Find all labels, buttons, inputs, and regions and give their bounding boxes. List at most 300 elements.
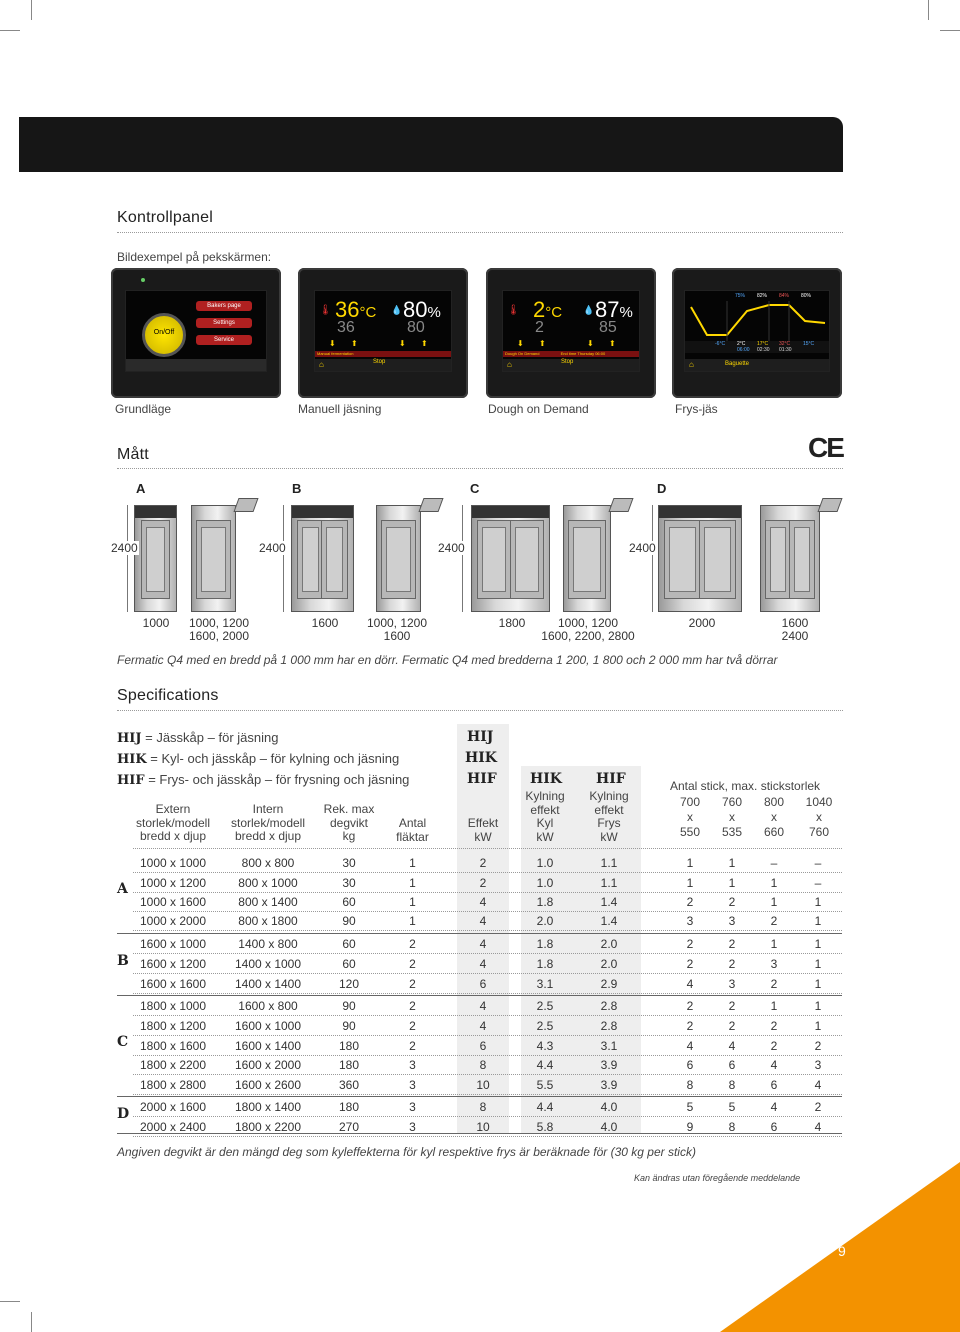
- cell-sticks: 2: [686, 937, 694, 951]
- cell-sticks: –: [814, 876, 822, 890]
- header-line: 800: [763, 795, 785, 809]
- header-weight: [318, 803, 380, 844]
- cell-sticks: 4: [728, 1039, 736, 1053]
- header-line: Effekt: [467, 816, 499, 830]
- header-line: x: [687, 810, 693, 824]
- cell-fr: 2.8: [600, 999, 618, 1013]
- caption-manuell: Manuell jäsning: [298, 402, 382, 416]
- home-icon[interactable]: ⌂: [319, 360, 324, 369]
- depth-line: 1600, 2200, 2800: [541, 629, 635, 643]
- cell-e: 6: [479, 977, 487, 991]
- step-time: 06:00: [737, 347, 750, 353]
- bakers-page-button[interactable]: Bakers page: [196, 301, 252, 311]
- cell-int: 1600 x 1400: [234, 1039, 302, 1053]
- table-row: [117, 1075, 843, 1094]
- humidity-pct: 80%: [801, 293, 812, 299]
- arrow-up-icon[interactable]: ⬆: [421, 339, 428, 348]
- cell-fr: 2.0: [600, 957, 618, 971]
- header-line: storlek/modell: [230, 815, 306, 830]
- header-internal-size: [228, 803, 308, 844]
- cell-int: 800 x 1400: [238, 895, 298, 909]
- arrow-down-icon[interactable]: ⬇: [399, 339, 406, 348]
- divider: [117, 232, 843, 233]
- settings-button[interactable]: Settings: [196, 318, 252, 328]
- cell-fr: 4.0: [600, 1100, 618, 1114]
- cell-int: 1800 x 2200: [234, 1120, 302, 1134]
- cell-int: 1400 x 800: [238, 937, 298, 951]
- step-temp: 15°C: [803, 341, 815, 347]
- cell-k: 4.3: [536, 1039, 554, 1053]
- header-line: Kyl: [536, 816, 554, 830]
- cell-fr: 4.0: [600, 1120, 618, 1134]
- divider: [117, 710, 843, 711]
- header-line: Rek. max: [323, 802, 375, 816]
- crop-mark: [31, 0, 32, 20]
- temp-value: 36: [335, 297, 360, 322]
- header-line: Extern: [155, 802, 191, 816]
- cell-f: 3: [409, 1100, 416, 1114]
- cell-k: 2.0: [536, 914, 554, 928]
- width-label: 1600: [311, 616, 339, 630]
- header-line: 535: [721, 825, 743, 839]
- table-row: [117, 1016, 843, 1035]
- cell-ext: 2000 x 2400: [139, 1120, 207, 1134]
- cell-f: 2: [409, 1019, 416, 1033]
- cell-int: 1600 x 1000: [234, 1019, 302, 1033]
- cell-f: 1: [409, 876, 416, 890]
- cabinet-hood: [817, 498, 842, 512]
- cell-sticks: 6: [686, 1058, 694, 1072]
- group-label-d: D: [657, 481, 667, 496]
- crop-mark: [0, 30, 20, 31]
- cell-k: 3.1: [536, 977, 554, 991]
- code-hik: HIK: [465, 750, 497, 766]
- temperature-curve: [689, 301, 829, 341]
- cell-e: 8: [479, 1100, 487, 1114]
- screen-footer-bar: [126, 359, 266, 371]
- cell-ext: 1000 x 1000: [139, 856, 207, 870]
- header-line: x: [729, 810, 735, 824]
- crop-mark: [940, 30, 960, 31]
- dimension-line: [462, 505, 463, 612]
- cell-ext: 1800 x 2200: [139, 1058, 207, 1072]
- humidity-pct: 84%: [779, 293, 790, 299]
- cell-f: 3: [409, 1120, 416, 1134]
- cell-kg: 90: [342, 1019, 356, 1033]
- divider: [117, 468, 843, 469]
- caption-dough-on-demand: Dough on Demand: [488, 402, 589, 416]
- cell-sticks: 2: [686, 1019, 694, 1033]
- dimension-line: [127, 505, 128, 612]
- cell-int: 800 x 1000: [238, 876, 298, 890]
- cell-kg: 180: [338, 1100, 360, 1114]
- header-line: storlek/modell: [135, 815, 211, 830]
- depth-line: 2400: [781, 629, 809, 643]
- cell-sticks: 3: [814, 1058, 822, 1072]
- cell-kg: 360: [338, 1078, 360, 1092]
- header-hik-effekt: [519, 790, 571, 844]
- cabinet-front-a: [134, 505, 177, 612]
- cell-fr: 1.4: [600, 914, 618, 928]
- cell-sticks: 6: [770, 1120, 778, 1134]
- crop-mark: [31, 1312, 32, 1332]
- cell-int: 1600 x 2600: [234, 1078, 302, 1092]
- arrow-up-icon[interactable]: ⬆: [351, 339, 358, 348]
- cell-fr: 1.4: [600, 895, 618, 909]
- legend-text: = Kyl- och jässkåp – för kylning och jäsning: [146, 751, 400, 766]
- header-hif-effekt: [583, 790, 635, 844]
- cell-sticks: 1: [770, 895, 778, 909]
- header-line: Antal: [398, 816, 427, 830]
- cell-sticks: –: [814, 856, 822, 870]
- cell-int: 800 x 1800: [238, 914, 298, 928]
- header-line: fläktar: [396, 829, 429, 844]
- cell-ext: 1000 x 1200: [139, 876, 207, 890]
- header-banner: [19, 117, 843, 172]
- section-title-specs: Specifications: [117, 687, 219, 704]
- header-line: Frys: [597, 816, 621, 830]
- cell-fr: 2.0: [600, 937, 618, 951]
- cabinet-side-c: [563, 505, 611, 612]
- cell-e: 6: [479, 1039, 487, 1053]
- legend-hij: [117, 730, 278, 746]
- code-hif-col: HIF: [596, 771, 626, 787]
- cell-sticks: 2: [728, 957, 736, 971]
- screen-grundlage: [111, 268, 281, 398]
- step-time: 02:30: [757, 347, 770, 353]
- cell-sticks: 4: [686, 1039, 694, 1053]
- legend-code: HIF: [117, 773, 145, 788]
- group-label-c: C: [470, 481, 480, 496]
- depth-label: [362, 617, 432, 643]
- cell-e: 8: [479, 1058, 487, 1072]
- legend-text: = Frys- och jässkåp – för frysning och jäsning: [144, 772, 410, 787]
- humidity-pct: 82%: [757, 293, 768, 299]
- cell-sticks: 1: [686, 856, 694, 870]
- cell-k: 1.8: [536, 937, 554, 951]
- cell-sticks: 1: [814, 977, 822, 991]
- cell-f: 1: [409, 914, 416, 928]
- home-icon[interactable]: ⌂: [689, 360, 694, 369]
- header-line: degvikt: [329, 815, 369, 830]
- onoff-button[interactable]: On/Off: [142, 313, 186, 357]
- table-row: [117, 974, 843, 993]
- stop-button[interactable]: Stop: [561, 359, 574, 365]
- cell-f: 1: [409, 895, 416, 909]
- header-line: x: [816, 810, 822, 824]
- cell-ext: 1000 x 1600: [139, 895, 207, 909]
- cell-fr: 1.1: [600, 856, 618, 870]
- dimension-note: Fermatic Q4 med en bredd på 1 000 mm har en dörr. Fermatic Q4 med bredderna 1 200, 1 800 och 2 000 mm har två dörrar: [117, 653, 778, 667]
- cell-sticks: 8: [728, 1120, 736, 1134]
- cell-sticks: 2: [686, 999, 694, 1013]
- service-button[interactable]: Service: [196, 335, 252, 345]
- cell-sticks: 2: [728, 895, 736, 909]
- cell-sticks: 5: [686, 1100, 694, 1114]
- disclaimer: Kan ändras utan föregående meddelande: [634, 1173, 801, 1183]
- cell-ext: 1600 x 1200: [139, 957, 207, 971]
- cell-ext: 1600 x 1600: [139, 977, 207, 991]
- code-hif: HIF: [467, 771, 497, 787]
- cabinet-hood: [418, 498, 443, 512]
- arrow-up-icon[interactable]: ⬆: [539, 339, 546, 348]
- cabinet-front-c: [471, 505, 550, 612]
- stop-button[interactable]: Stop: [373, 359, 386, 365]
- cell-kg: 30: [342, 856, 356, 870]
- header-line: kg: [342, 829, 356, 843]
- cabinet-side-a: [191, 505, 236, 612]
- temp-setpoint: 2: [535, 319, 544, 336]
- cell-sticks: 2: [770, 914, 778, 928]
- cell-ext: 1000 x 2000: [139, 914, 207, 928]
- hum-value: 80: [403, 297, 428, 322]
- crop-mark: [928, 0, 929, 20]
- cabinet-front-b: [291, 505, 354, 612]
- depth-line: 1000, 1200: [366, 616, 428, 630]
- caption-grundlage: Grundläge: [115, 402, 172, 416]
- cell-k: 2.5: [536, 1019, 554, 1033]
- cell-e: 4: [479, 957, 487, 971]
- cell-sticks: 2: [770, 1039, 778, 1053]
- cell-e: 4: [479, 895, 487, 909]
- cell-kg: 30: [342, 876, 356, 890]
- cell-kg: 90: [342, 999, 356, 1013]
- table-divider: [133, 848, 842, 849]
- home-icon[interactable]: ⌂: [507, 360, 512, 369]
- hum-unit: %: [619, 304, 633, 321]
- cell-sticks: 1: [814, 895, 822, 909]
- depth-line: 1600: [781, 616, 809, 630]
- header-line: 550: [679, 825, 701, 839]
- cell-k: 1.8: [536, 957, 554, 971]
- header-line: Kylning: [525, 789, 565, 803]
- group-label-c: C: [117, 1034, 129, 1050]
- cell-f: 2: [409, 957, 416, 971]
- program-label[interactable]: Baguette: [725, 361, 750, 367]
- cabinet-front-d: [658, 505, 742, 612]
- legend-code: HIJ: [117, 731, 142, 746]
- cell-kg: 60: [342, 937, 356, 951]
- group-divider: [117, 933, 842, 934]
- cell-sticks: 4: [814, 1078, 822, 1092]
- cell-k: 4.4: [536, 1058, 554, 1072]
- header-effekt: [457, 817, 509, 844]
- hum-setpoint: 80: [407, 319, 425, 336]
- cell-f: 2: [409, 1039, 416, 1053]
- header-line: 760: [808, 825, 830, 839]
- legend-code: HIK: [117, 752, 147, 767]
- cell-sticks: 5: [728, 1100, 736, 1114]
- step-temp: 17°C: [757, 341, 769, 347]
- step-temp: 32°C: [779, 341, 791, 347]
- cell-sticks: 4: [770, 1100, 778, 1114]
- led-indicator: [141, 278, 145, 282]
- group-label-a: A: [136, 481, 146, 496]
- cell-kg: 270: [338, 1120, 360, 1134]
- header-sticks-title: Antal stick, max. stickstorlek: [670, 779, 821, 793]
- group-label-d: D: [117, 1106, 130, 1122]
- cell-fr: 3.9: [600, 1058, 618, 1072]
- row-divider: [133, 993, 842, 994]
- table-row: [117, 853, 843, 872]
- header-line: bredd x djup: [139, 829, 207, 843]
- cell-fr: 3.9: [600, 1078, 618, 1092]
- header-line: effekt: [530, 802, 560, 817]
- ce-mark: CE: [808, 432, 843, 463]
- width-label: 1000: [142, 616, 170, 630]
- crop-mark: [0, 1301, 20, 1302]
- group-label-b: B: [117, 953, 129, 969]
- cell-sticks: 6: [728, 1058, 736, 1072]
- depth-label: [540, 617, 636, 643]
- cell-sticks: 3: [728, 914, 736, 928]
- caption-frys-jas: Frys-jäs: [675, 402, 718, 416]
- cell-int: 1600 x 800: [238, 999, 298, 1013]
- depth-line: 1600, 2000: [188, 629, 250, 643]
- cell-e: 4: [479, 1019, 487, 1033]
- group-divider: [117, 995, 842, 996]
- mode-label: Dough On Demand: [505, 351, 540, 356]
- header-stick-size: [754, 795, 794, 840]
- table-row: [117, 1097, 843, 1116]
- legend-text: = Jässkåp – för jäsning: [141, 730, 279, 745]
- cell-sticks: 4: [770, 1058, 778, 1072]
- cell-k: 1.0: [536, 876, 554, 890]
- header-line: kW: [600, 829, 618, 844]
- arrow-down-icon[interactable]: ⬇: [587, 339, 594, 348]
- depth-line: 1000, 1200: [188, 616, 250, 630]
- cell-sticks: 4: [814, 1120, 822, 1134]
- cell-sticks: 2: [770, 977, 778, 991]
- screen-intro: Bildexempel på pekskärmen:: [117, 250, 272, 264]
- cell-k: 5.5: [536, 1078, 554, 1092]
- table-row: [117, 911, 843, 930]
- legend-hik: [117, 751, 399, 767]
- arrow-down-icon[interactable]: ⬇: [517, 339, 524, 348]
- depth-line: 1000, 1200: [557, 616, 619, 630]
- cell-k: 2.5: [536, 999, 554, 1013]
- section-title-dimensions: Mått: [117, 446, 149, 463]
- header-line: bredd x djup: [234, 829, 302, 843]
- cabinet-hood: [233, 498, 258, 512]
- header-line: effekt: [594, 802, 624, 817]
- header-stick-size: [670, 795, 710, 840]
- header-fans: [385, 817, 440, 844]
- height-label: 2400: [629, 541, 656, 555]
- height-label: 2400: [111, 541, 138, 555]
- humidity-icon: 💧: [583, 305, 595, 315]
- arrow-down-icon[interactable]: ⬇: [329, 339, 336, 348]
- height-label: 2400: [259, 541, 286, 555]
- cell-kg: 180: [338, 1039, 360, 1053]
- cell-ext: 1800 x 2800: [139, 1078, 207, 1092]
- depth-line: 1600: [383, 629, 411, 643]
- cell-ext: 1800 x 1600: [139, 1039, 207, 1053]
- cell-f: 3: [409, 1058, 416, 1072]
- cell-e: 10: [476, 1078, 490, 1092]
- cell-e: 10: [476, 1120, 490, 1134]
- cabinet-hood: [608, 498, 633, 512]
- humidity-pct: 75%: [735, 293, 746, 299]
- screen-manuell: [298, 268, 468, 398]
- thermometer-icon: 🌡: [319, 305, 332, 316]
- cell-k: 1.0: [536, 856, 554, 870]
- cell-fr: 2.8: [600, 1019, 618, 1033]
- row-divider: [133, 930, 842, 931]
- cell-kg: 90: [342, 914, 356, 928]
- header-line: x: [771, 810, 777, 824]
- code-hik-col: HIK: [530, 771, 562, 787]
- header-line: Kylning: [589, 789, 629, 803]
- dimension-line: [652, 505, 653, 612]
- cell-kg: 180: [338, 1058, 360, 1072]
- temp-setpoint: 36: [337, 319, 355, 336]
- temp-unit: °C: [359, 304, 377, 321]
- cell-ext: 1800 x 1200: [139, 1019, 207, 1033]
- cell-k: 1.8: [536, 895, 554, 909]
- group-label-b: B: [292, 481, 302, 496]
- cell-e: 4: [479, 914, 487, 928]
- cell-sticks: 6: [770, 1078, 778, 1092]
- screen-dough-on-demand: [486, 268, 656, 398]
- group-divider: [117, 1133, 842, 1134]
- cell-sticks: 1: [814, 1019, 822, 1033]
- table-row: [117, 934, 843, 953]
- cell-sticks: 2: [728, 937, 736, 951]
- height-label: 2400: [438, 541, 465, 555]
- width-label: 2000: [688, 616, 716, 630]
- cell-sticks: 2: [770, 1019, 778, 1033]
- step-time: 01:30: [779, 347, 792, 353]
- cell-sticks: 2: [814, 1100, 822, 1114]
- cell-f: 1: [409, 856, 416, 870]
- cell-e: 2: [479, 856, 487, 870]
- cell-sticks: 1: [728, 876, 736, 890]
- code-hij: HIJ: [467, 729, 494, 745]
- cell-sticks: 1: [770, 937, 778, 951]
- section-title-control: Kontrollpanel: [117, 209, 213, 226]
- cabinet-side-b: [376, 505, 421, 612]
- depth-label: [184, 617, 254, 643]
- cell-sticks: –: [770, 856, 778, 870]
- humidity-icon: 💧: [391, 305, 403, 315]
- cell-ext: 2000 x 1600: [139, 1100, 207, 1114]
- hum-unit: %: [427, 304, 441, 321]
- cell-fr: 3.1: [600, 1039, 618, 1053]
- cell-int: 800 x 800: [241, 856, 295, 870]
- cell-ext: 1800 x 1000: [139, 999, 207, 1013]
- table-row: [117, 954, 843, 973]
- table-row: [117, 1036, 843, 1055]
- row-divider: [133, 1136, 842, 1137]
- cell-f: 3: [409, 1078, 416, 1092]
- arrow-up-icon[interactable]: ⬆: [609, 339, 616, 348]
- temp-value: 2: [533, 297, 546, 322]
- width-label: 1800: [498, 616, 526, 630]
- row-divider: [133, 1094, 842, 1095]
- cell-sticks: 1: [770, 876, 778, 890]
- header-line: 660: [763, 825, 785, 839]
- cell-sticks: 8: [728, 1078, 736, 1092]
- cell-int: 1400 x 1400: [234, 977, 302, 991]
- cell-sticks: 3: [770, 957, 778, 971]
- cell-sticks: 1: [814, 914, 822, 928]
- cell-sticks: 1: [728, 856, 736, 870]
- cell-sticks: 1: [686, 876, 694, 890]
- header-stick-size: [798, 795, 840, 840]
- cabinet-side-d: [760, 505, 820, 612]
- footnote: Angiven degvikt är den mängd deg som kyleffekterna för kyl respektive frys är beräknade för (30 kg per stick): [117, 1145, 696, 1159]
